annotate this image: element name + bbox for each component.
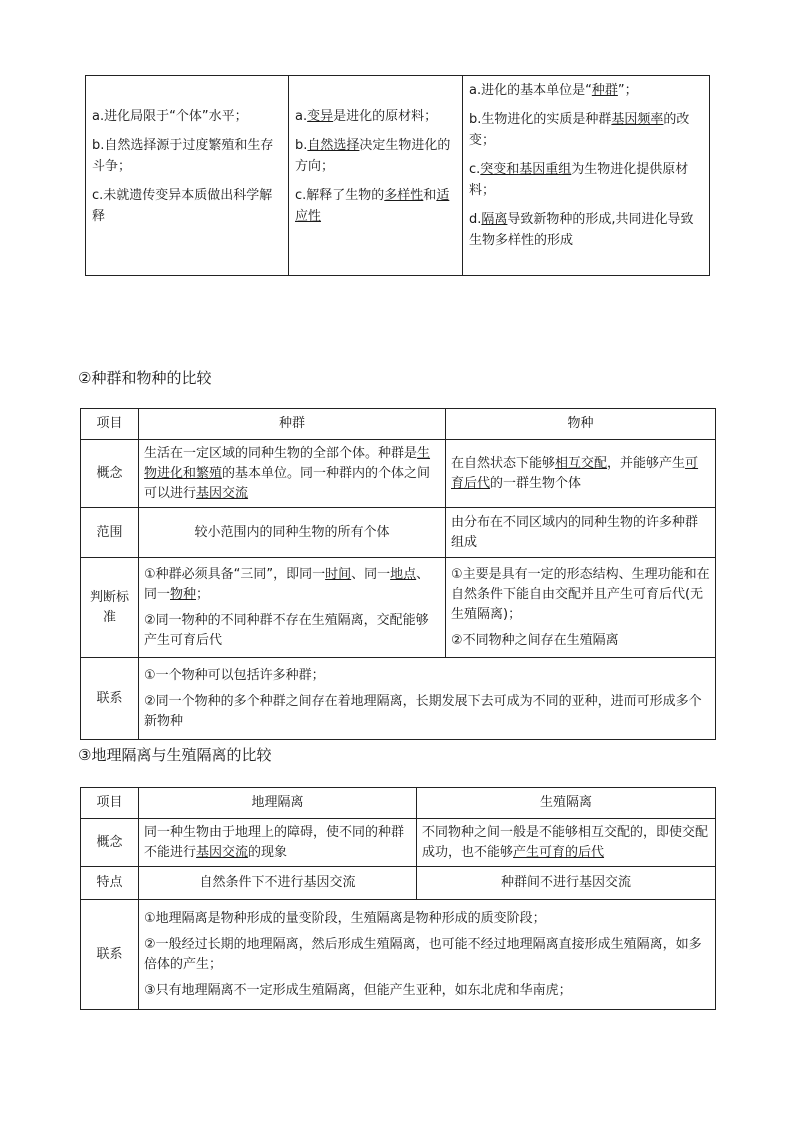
point-a: a.进化的基本单位是“种群”； xyxy=(469,83,638,98)
point-c: c.突变和基因重组为生物进化提供原材料； xyxy=(469,162,689,198)
species-criteria: ①主要是具有一定的形态结构、生理功能和在自然条件下能自由交配并且产生可育后代(无生殖隔离)； ②不同物种之间存在生殖隔离 xyxy=(446,558,716,658)
relation-content: ①一个物种可以包括许多种群； ②同一个物种的多个种群之间存在着地理隔离，长期发展下去可成为不同的亚种，进而可形成多个新物种 xyxy=(139,658,716,740)
relation-content: ①地理隔离是物种形成的量变阶段，生殖隔离是物种形成的质变阶段； ②一般经过长期的地理隔离，然后形成生殖隔离，也可能不经过地理隔离直接形成生殖隔离，如多倍体的产生； ③只有地理隔离不一定形成生殖隔离，但能产生亚种，如东北虎和华南虎； xyxy=(139,900,716,1010)
point-b: b.自然选择决定生物进化的方向； xyxy=(295,138,451,174)
theory-comparison-table xyxy=(85,75,710,276)
population-criteria: ①种群必须具备“三同”，即同一时间、同一地点、同一物种； ②同一物种的不同种群不存在生殖隔离，交配能够产生可育后代 xyxy=(139,558,446,658)
isolation-table xyxy=(80,787,716,1010)
point-c: c.解释了生物的多样性和适应性 xyxy=(295,188,450,224)
population-range: 较小范围内的同种生物的所有个体 xyxy=(139,508,446,558)
row-label-relation: 联系 xyxy=(81,900,139,1010)
point-a: a.进化局限于“个体”水平； xyxy=(92,109,248,124)
header-item: 项目 xyxy=(81,788,139,819)
point-c: c.未就遗传变异本质做出科学解释 xyxy=(92,188,273,224)
lamarck-darwin-cell xyxy=(86,76,289,276)
point-b: b.自然选择源于过度繁殖和生存斗争； xyxy=(92,138,274,174)
darwin-cell xyxy=(289,76,463,276)
header-item: 项目 xyxy=(81,409,139,440)
header-reproductive-isolation: 生殖隔离 xyxy=(417,788,716,819)
row-label-concept: 概念 xyxy=(81,819,139,867)
population-concept: 生活在一定区域的同种生物的全部个体。种群是生物进化和繁殖的基本单位。同一种群内的个体之间可以进行基因交流 xyxy=(139,440,446,508)
row-label-concept: 概念 xyxy=(81,440,139,508)
population-species-table xyxy=(80,408,716,740)
point-a: a.变异是进化的原材料； xyxy=(295,109,438,124)
reproductive-concept: 不同物种之间一般是不能够相互交配的，即使交配成功，也不能够产生可育的后代 xyxy=(417,819,716,867)
row-label-feature: 特点 xyxy=(81,867,139,900)
section-heading-isolation: ③地理隔离与生殖隔离的比较 xyxy=(78,746,272,764)
point-b: b.生物进化的实质是种群基因频率的改变； xyxy=(469,112,690,148)
section-heading-population-species: ②种群和物种的比较 xyxy=(78,369,212,387)
header-geographic-isolation: 地理隔离 xyxy=(139,788,417,819)
species-range: 由分布在不同区域内的同种生物的许多种群组成 xyxy=(446,508,716,558)
header-population: 种群 xyxy=(139,409,446,440)
point-d: d.隔离导致新物种的形成,共同进化导致生物多样性的形成 xyxy=(469,212,694,248)
header-species: 物种 xyxy=(446,409,716,440)
modern-theory-cell xyxy=(463,76,710,276)
row-label-criteria: 判断标准 xyxy=(81,558,139,658)
species-concept: 在自然状态下能够相互交配，并能够产生可育后代的一群生物个体 xyxy=(446,440,716,508)
geographic-concept: 同一种生物由于地理上的障碍，使不同的种群不能进行基因交流的现象 xyxy=(139,819,417,867)
geographic-feature: 自然条件下不进行基因交流 xyxy=(139,867,417,900)
reproductive-feature: 种群间不进行基因交流 xyxy=(417,867,716,900)
row-label-relation: 联系 xyxy=(81,658,139,740)
row-label-range: 范围 xyxy=(81,508,139,558)
